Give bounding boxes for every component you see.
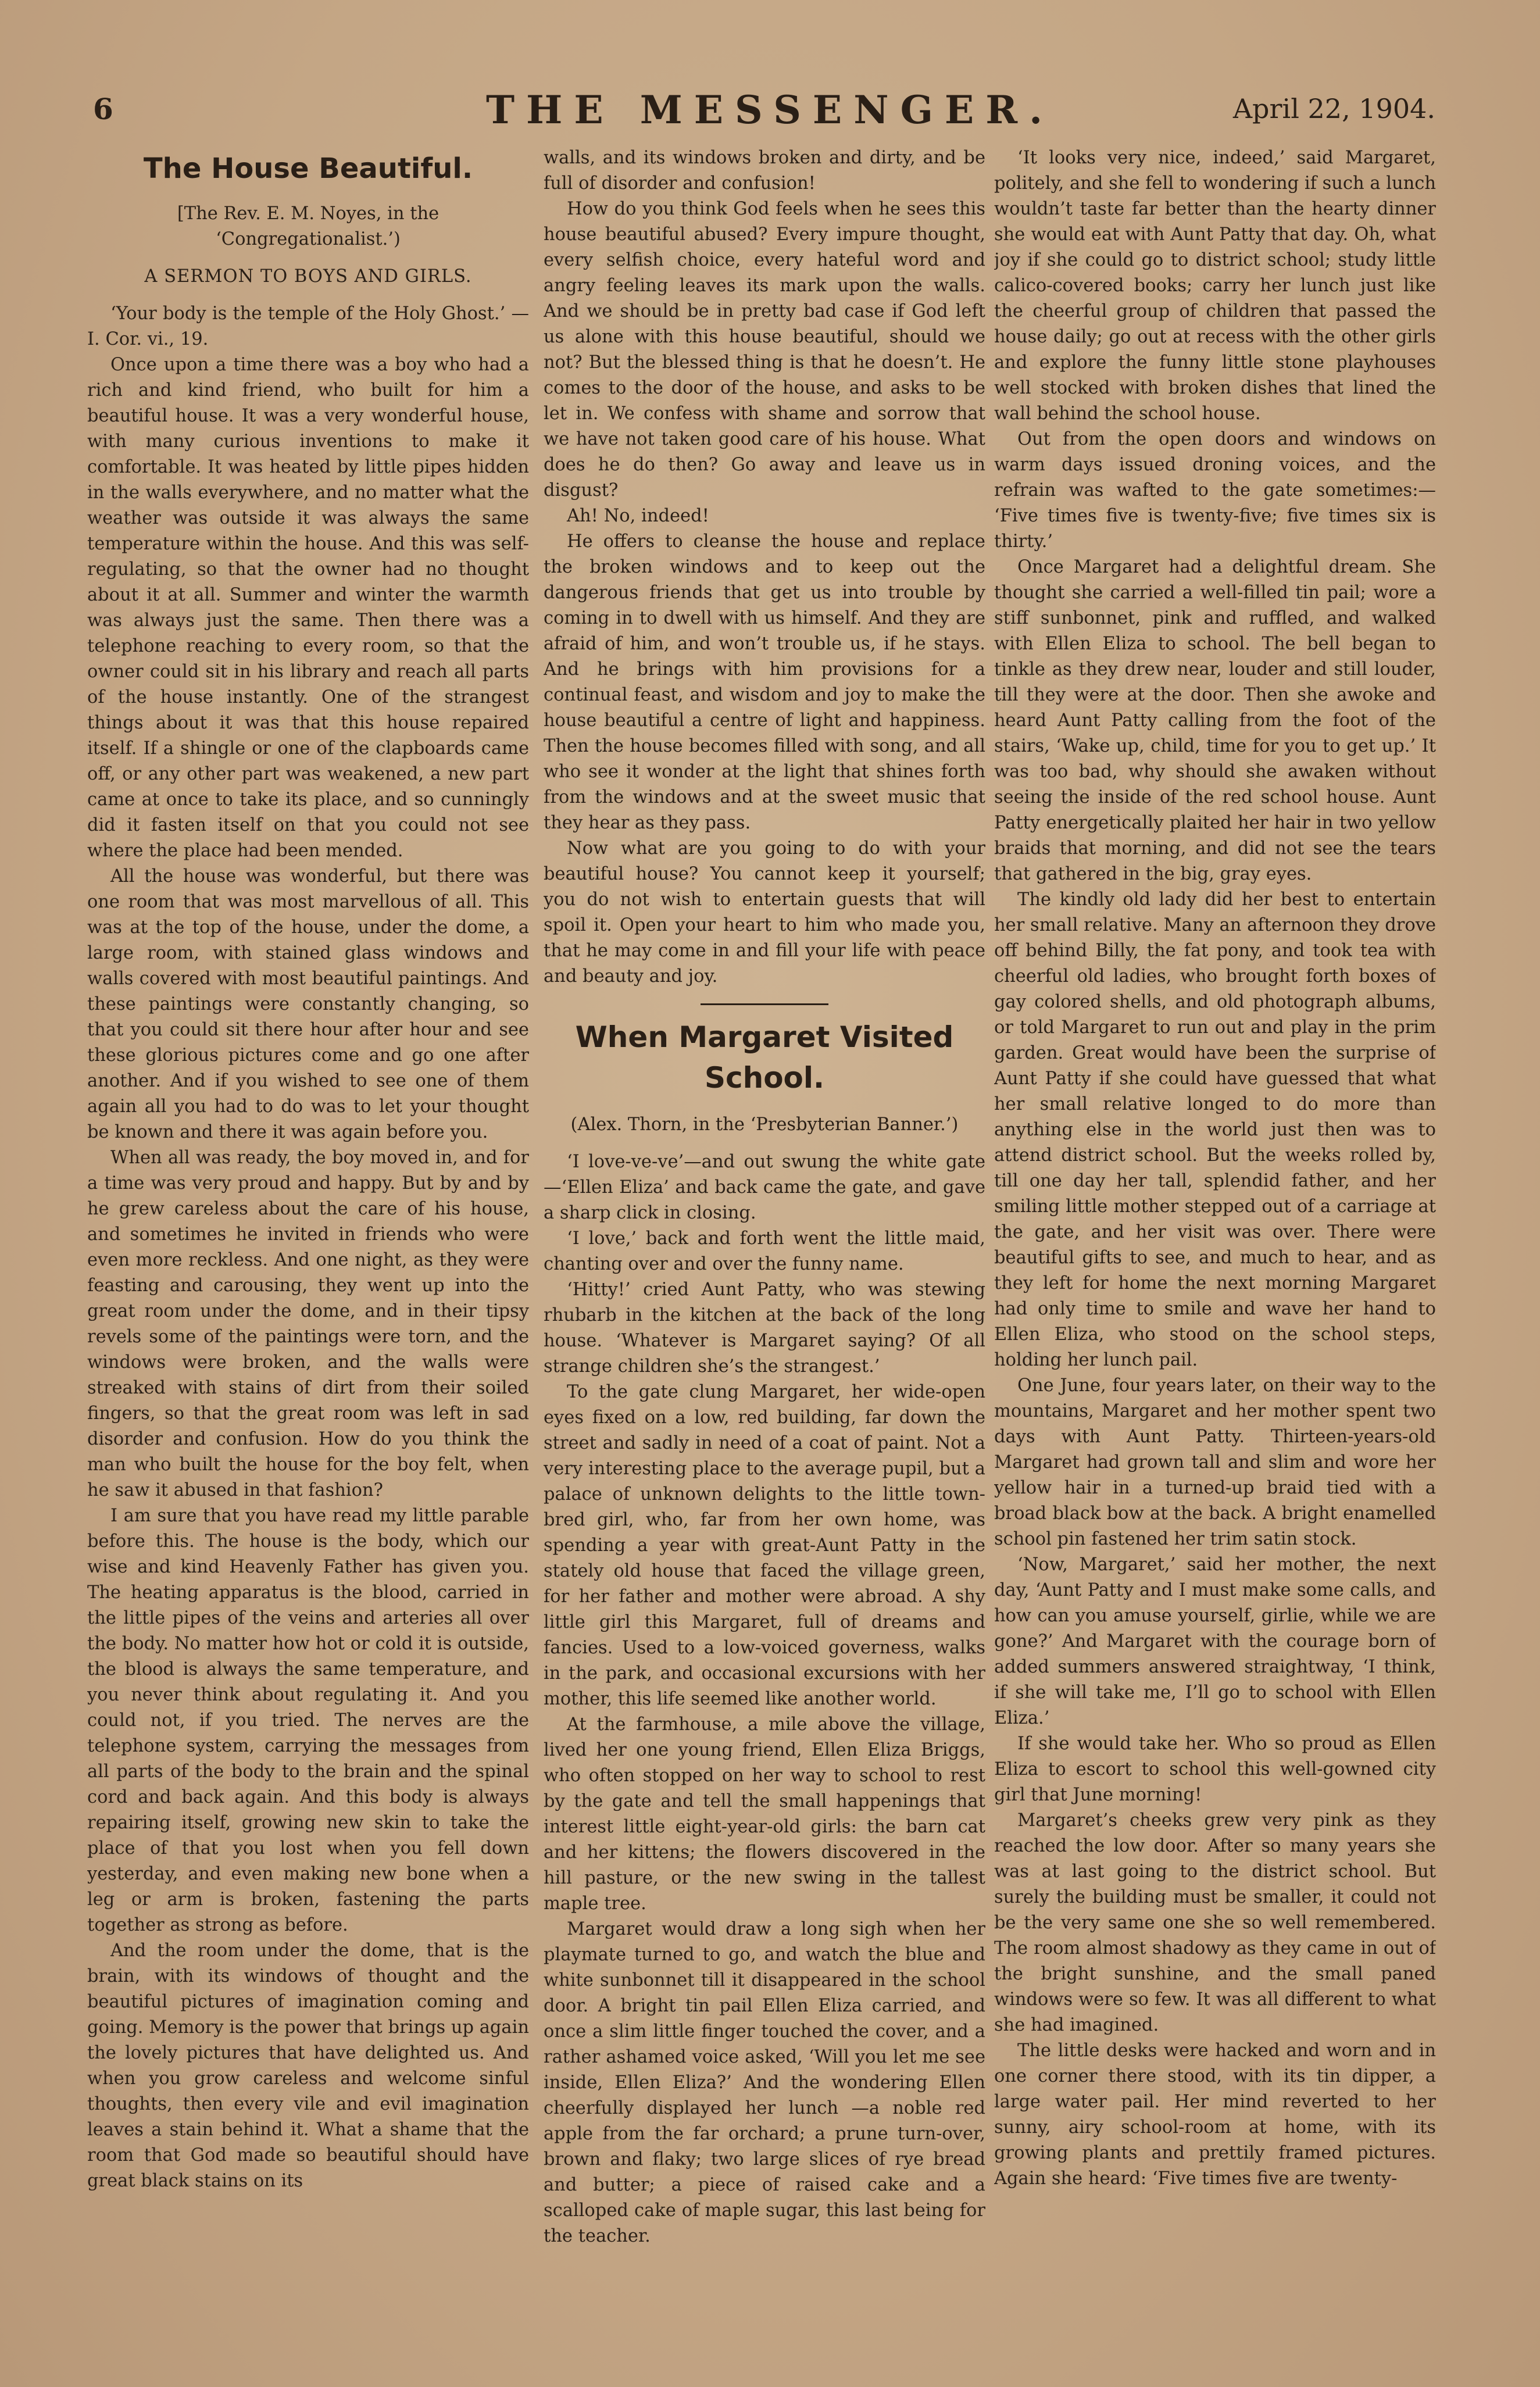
article-title-house-beautiful: The House Beautiful. [143, 152, 473, 185]
section-divider [701, 1003, 828, 1005]
paragraph: When all was ready, the boy moved in, and for a time was very proud and happy. But by and by he grew careless about the care of his house, and sometimes he invited in friends who were even more reckless. And one night, as they were feasting and carousing, they went up into the great room under the dome, and in their tipsy revels some of the paintings were torn, and the windows were broken, and the walls were streaked with stains of dirt from their soiled fingers, so that the great room was left in sad disorder and confusion. How do you think the man who built the house for the boy felt, when he saw it abused in that fashion? [87, 1148, 529, 1500]
paragraph: How do you think God feels when he sees this house beautiful abused? Every impure thought, every selfish choice, every hateful word and angry feeling leaves its mark upon the walls. And we should be in pretty bad case if God left us alone with this house beautiful, should we not? But the blessed thing is that he doesn’t. He comes to the door of the house, and asks to be let in. We confess with shame and sorrow that we have not taken good care of his house. What does he do then? Go away and leave us in disgust? [544, 199, 985, 501]
column-3 [994, 145, 1436, 2296]
paragraph: Margaret would draw a long sigh when her playmate turned to go, and watch the blue and white sunbonnet till it disappeared in the school door. A bright tin pail Ellen Eliza carried, and once a slim little finger touched the cover, and a rather ashamed voice asked, ‘Will you let me see inside, Ellen Eliza?’ And the wondering Ellen cheerfully displayed her lunch —a noble red apple from the far orchard; a prune turn-over, brown and flaky; two large slices of rye bread and butter; a piece of raised cake and a scalloped cake of maple sugar, this last being for the teacher. [544, 1919, 985, 2246]
column-2 [544, 145, 985, 2296]
paragraph: At the farmhouse, a mile above the village, lived her one young friend, Ellen Eliza Briggs, who often stopped on her way to school to rest by the gate and tell the small happenings that interest little eight-year-old girls: the barn cat and her kittens; the flowers discovered in the hill pasture, or the new swing in the tallest maple tree. [544, 1714, 985, 1914]
paragraph: The kindly old lady did her best to entertain her small relative. Many an afternoon they drove off behind Billy, the fat pony, and took tea with cheerful old ladies, who brought forth boxes of gay colored shells, and old photograph albums, or told Margaret to run out and play in the prim garden. Great would have been the surprise of Aunt Patty if she could have guessed that what her small relative longed to do more than anything else in the world just then was to attend district school. But the weeks rolled by, till one day her tall, splendid father, and her smiling little mother stepped out of a carriage at the gate, and her visit was over. There were beautiful gifts to see, and much to hear, and as they left for home the next morning Margaret had only time to smile and wave her hand to Ellen Eliza, who stood on the school steps, holding her lunch pail. [994, 889, 1436, 1370]
paragraph: All the house was wonderful, but there was one room that was most marvellous of all. This was at the top of the house, under the dome, a large room, with stained glass windows and walls covered with most beautiful paintings. And these paintings were constantly changing, so that you could sit there hour after hour and see these glorious pictures come and go one after another. And if you wished to see one of them again all you had to do was to let your thought be known and there it was again before you. [87, 866, 529, 1142]
paragraph: ‘It looks very nice, indeed,’ said Margaret, politely, and she fell to wondering if such a lunch wouldn’t taste far better than the hearty dinner she would eat with Aunt Patty that day. Oh, what joy if she could go to district school; study little calico-covered books; carry her lunch just like the cheerful group of children that passed the house daily; go out at recess with the other girls and explore the funny little stone playhouses well stocked with broken dishes that lined the wall behind the school house. [994, 148, 1436, 424]
paragraph: ‘Your body is the temple of the Holy Ghost.’ —I. Cor. vi., 19. [87, 303, 529, 349]
paragraph: Once Margaret had a delightful dream. She thought she carried a well-filled tin pail; wore a stiff sunbonnet, pink and ruffled, and walked with Ellen Eliza to school. The bell began to tinkle as they drew near, louder and still louder, till they were at the door. Then she awoke and heard Aunt Patty calling from the foot of the stairs, ‘Wake up, child, time for you to get up.’ It was too bad, why should she awaken without seeing the inside of the red school house. Aunt Patty energetically plaited her hair in two yellow braids that morning, and did not see the tears that gathered in the big, gray eyes. [994, 557, 1436, 884]
column-1 [87, 145, 529, 2296]
paragraph: Once upon a time there was a boy who had a rich and kind friend, who built for him a beautiful house. It was a very wonderful house, with many curious inventions to make it comfortable. It was heated by little pipes hidden in the walls everywhere, and no matter what the weather was outside it was always the same temperature within the house. And this was self-regulating, so that the owner had no thought about it at all. Summer and winter the warmth was always just the same. Then there was a telephone reaching to every room, so that the owner could sit in his library and reach all parts of the house instantly. One of the strangest things about it was that this house repaired itself. If a shingle or one of the clapboards came off, or any other part was weakened, a new part came at once to take its place, and so cunningly did it fasten itself on that you could not see where the place had been mended. [87, 355, 529, 861]
paragraph: He offers to cleanse the house and replace the broken windows and to keep out the dangerous friends that get us into trouble by coming in to dwell with us himself. And they are afraid of him, and won’t trouble us, if he stays. And he brings with him provisions for a continual feast, and wisdom and joy to make the house beautiful a centre of light and happiness. Then the house becomes filled with song, and all who see it wonder at the light that shines forth from the windows and at the sweet music that they hear as they pass. [544, 531, 985, 833]
paragraph: To the gate clung Margaret, her wide-open eyes fixed on a low, red building, far down the street and sadly in need of a coat of paint. Not a very interesting place to the average pupil, but a palace of unknown delights to the little town-bred girl, who, far from her own home, was spending a year with great-Aunt Patty in the stately old house that faced the village green, for her father and mother were abroad. A shy little girl this Margaret, full of dreams and fancies. Used to a low-voiced governess, walks in the park, and occasional excursions with her mother, this life seemed like another world. [544, 1382, 985, 1709]
article-byline: (Alex. Thorn, in the ‘Presbyterian Banner.’) [570, 1114, 959, 1135]
paragraph: ‘Hitty!’ cried Aunt Patty, who was stewing rhubarb in the kitchen at the back of the long house. ‘Whatever is Margaret saying? Of all strange children she’s the strangest.’ [544, 1280, 985, 1377]
paragraph: ‘Now, Margaret,’ said her mother, the next day, ‘Aunt Patty and I must make some calls, and how can you amuse yourself, girlie, while we are gone?’ And Margaret with the courage born of added summers answered straightway, ‘I think, if she will take me, I’ll go to school with Ellen Eliza.’ [994, 1555, 1436, 1728]
article-subtitle: A SERMON TO BOYS AND GIRLS. [144, 266, 472, 287]
paragraph: ‘I love,’ back and forth went the little maid, chanting over and over the funny name. [544, 1228, 985, 1274]
article-byline: [The Rev. E. M. Noyes, in the ‘Congregationalist.’) [177, 203, 440, 249]
paragraph: And the room under the dome, that is the brain, with its windows of thought and the beautiful pictures of imagination coming and going. Memory is the power that brings up again the lovely pictures that have delighted us. And when you grow careless and welcome sinful thoughts, then every vile and evil imagination leaves a stain behind it. What a shame that the room that God made so beautiful should have great black stains on its [87, 1941, 529, 2191]
paragraph: ‘I love-ve-ve’—and out swung the white gate—‘Ellen Eliza’ and back came the gate, and gave a sharp click in closing. [544, 1152, 985, 1223]
paragraph: If she would take her. Who so proud as Ellen Eliza to escort to school this well-gowned city girl that June morning! [994, 1734, 1436, 1805]
paragraph: Out from the open doors and windows on warm days issued droning voices, and the refrain was wafted to the gate sometimes:— ‘Five times five is twenty-five; five times six is thirty.’ [994, 429, 1436, 552]
article-title-margaret: When Margaret Visited School. [575, 1020, 954, 1095]
paragraph: Margaret’s cheeks grew very pink as they reached the low door. After so many years she was at last going to the district school. But surely the building must be smaller, it could not be the very same one she so well remembered. The room almost shadowy as they came in out of the bright sunshine, and the small paned windows were so few. It was all different to what she had imagined. [994, 1810, 1436, 2035]
paragraph: The little desks were hacked and worn and in one corner there stood, with its tin dipper, a large water pail. Her mind reverted to her sunny, airy school-room at home, with its growing plants and prettily framed pictures. Again she heard: ‘Five times five are twenty- [994, 2041, 1436, 2189]
paragraph: walls, and its windows broken and dirty, and be full of disorder and confusion! [544, 148, 985, 194]
masthead [87, 87, 1453, 134]
paragraph: Now what are you going to do with your beautiful house? You cannot keep it yourself; you do not wish to entertain guests that will spoil it. Open your heart to him who made you, that he may come in and fill your life with peace and beauty and joy. [544, 838, 985, 987]
issue-date: April 22, 1904. [1232, 93, 1435, 124]
page-number: 6 [93, 92, 113, 126]
paragraph: I am sure that you have read my little parable before this. The house is the body, which our wise and kind Heavenly Father has given you. The heating apparatus is the blood, carried in the little pipes of the veins and arteries all over the body. No matter how hot or cold it is outside, the blood is always the same temperature, and you never think about regulating it. And you could not, if you tried. The nerves are the telephone system, carrying the messages from all parts of the body to the brain and the spinal cord and back again. And this body is always repairing itself, growing new skin to take the place of that you lost when you fell down yesterday, and even making new bone when a leg or arm is broken, fastening the parts together as strong as before. [87, 1506, 529, 1935]
newspaper-title: THE MESSENGER. [485, 87, 1055, 133]
paragraph: Ah! No, indeed! [567, 506, 709, 526]
paragraph: One June, four years later, on their way to the mountains, Margaret and her mother spent two days with Aunt Patty. Thirteen-years-old Margaret had grown tall and slim and wore her yellow hair in a turned-up braid tied with a broad black bow at the back. A bright enamelled school pin fastened her trim satin stock. [994, 1375, 1436, 1549]
